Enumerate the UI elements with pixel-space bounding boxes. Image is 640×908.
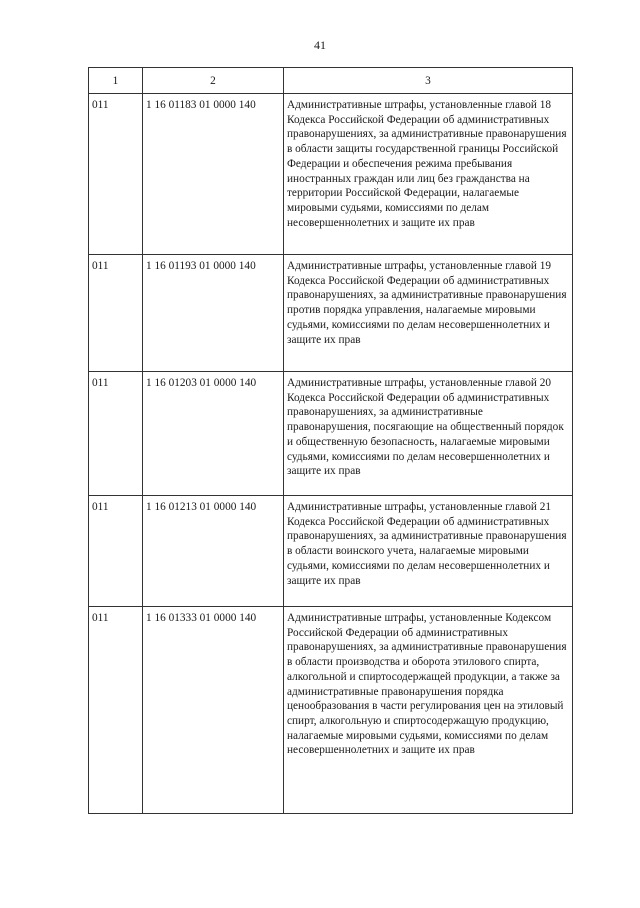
- description-cell: Административные штрафы, установленные главой 21 Кодекса Российской Федерации об административных правонарушениях, за административные правонарушения в области воинского учета, налагаемые мировыми судьями, комиссиями по делам несовершеннолетних и защите их прав: [284, 496, 573, 607]
- table-row: [89, 496, 573, 607]
- column-header-1: 1: [89, 68, 143, 94]
- column-header-3: 3: [284, 68, 573, 94]
- admin-code-cell: 011: [89, 372, 143, 496]
- kbk-code-cell: 1 16 01193 01 0000 140: [143, 255, 284, 372]
- page-number: 41: [314, 38, 326, 52]
- admin-code-cell: 011: [89, 496, 143, 607]
- budget-classification-table: [88, 67, 573, 814]
- description-cell: Административные штрафы, установленные главой 19 Кодекса Российской Федерации об административных правонарушениях, за административные правонарушения против порядка управления, налагаемые мировыми судьями, комиссиями по делам несовершеннолетних и защите их прав: [284, 255, 573, 372]
- description-cell: Административные штрафы, установленные главой 20 Кодекса Российской Федерации об административных правонарушениях, за административные правонарушения, посягающие на общественный порядок и общественную безопасность, налагаемые мировыми судьями, комиссиями по делам несовершеннолетних и защите их прав: [284, 372, 573, 496]
- admin-code-cell: 011: [89, 94, 143, 255]
- kbk-code-cell: 1 16 01183 01 0000 140: [143, 94, 284, 255]
- description-cell: Административные штрафы, установленные Кодексом Российской Федерации об административных правонарушениях, за административные правонарушения в области производства и оборота этилового спирта, алкогольной и спиртосодержащей продукции, а также за административные правонарушения порядка ценообразования в части регулирования цен на этиловый спирт, алкогольную и спиртосодержащую продукцию, налагаемые мировыми судьями, комиссиями по делам несовершеннолетних и защите их прав: [284, 607, 573, 814]
- column-header-2: 2: [143, 68, 284, 94]
- kbk-code-cell: 1 16 01333 01 0000 140: [143, 607, 284, 814]
- table-header-row: [89, 68, 573, 94]
- table-row: [89, 607, 573, 814]
- admin-code-cell: 011: [89, 607, 143, 814]
- description-cell: Административные штрафы, установленные главой 18 Кодекса Российской Федерации об административных правонарушениях, за административные правонарушения в области защиты государственной границы Российской Федерации и обеспечения режима пребывания иностранных граждан или лиц без гражданства на территории Российской Федерации, налагаемые мировыми судьями, комиссиями по делам несовершеннолетних и защите их прав: [284, 94, 573, 255]
- kbk-code-cell: 1 16 01213 01 0000 140: [143, 496, 284, 607]
- kbk-code-cell: 1 16 01203 01 0000 140: [143, 372, 284, 496]
- table-row: [89, 255, 573, 372]
- admin-code-cell: 011: [89, 255, 143, 372]
- table-row: [89, 372, 573, 496]
- table-row: [89, 94, 573, 255]
